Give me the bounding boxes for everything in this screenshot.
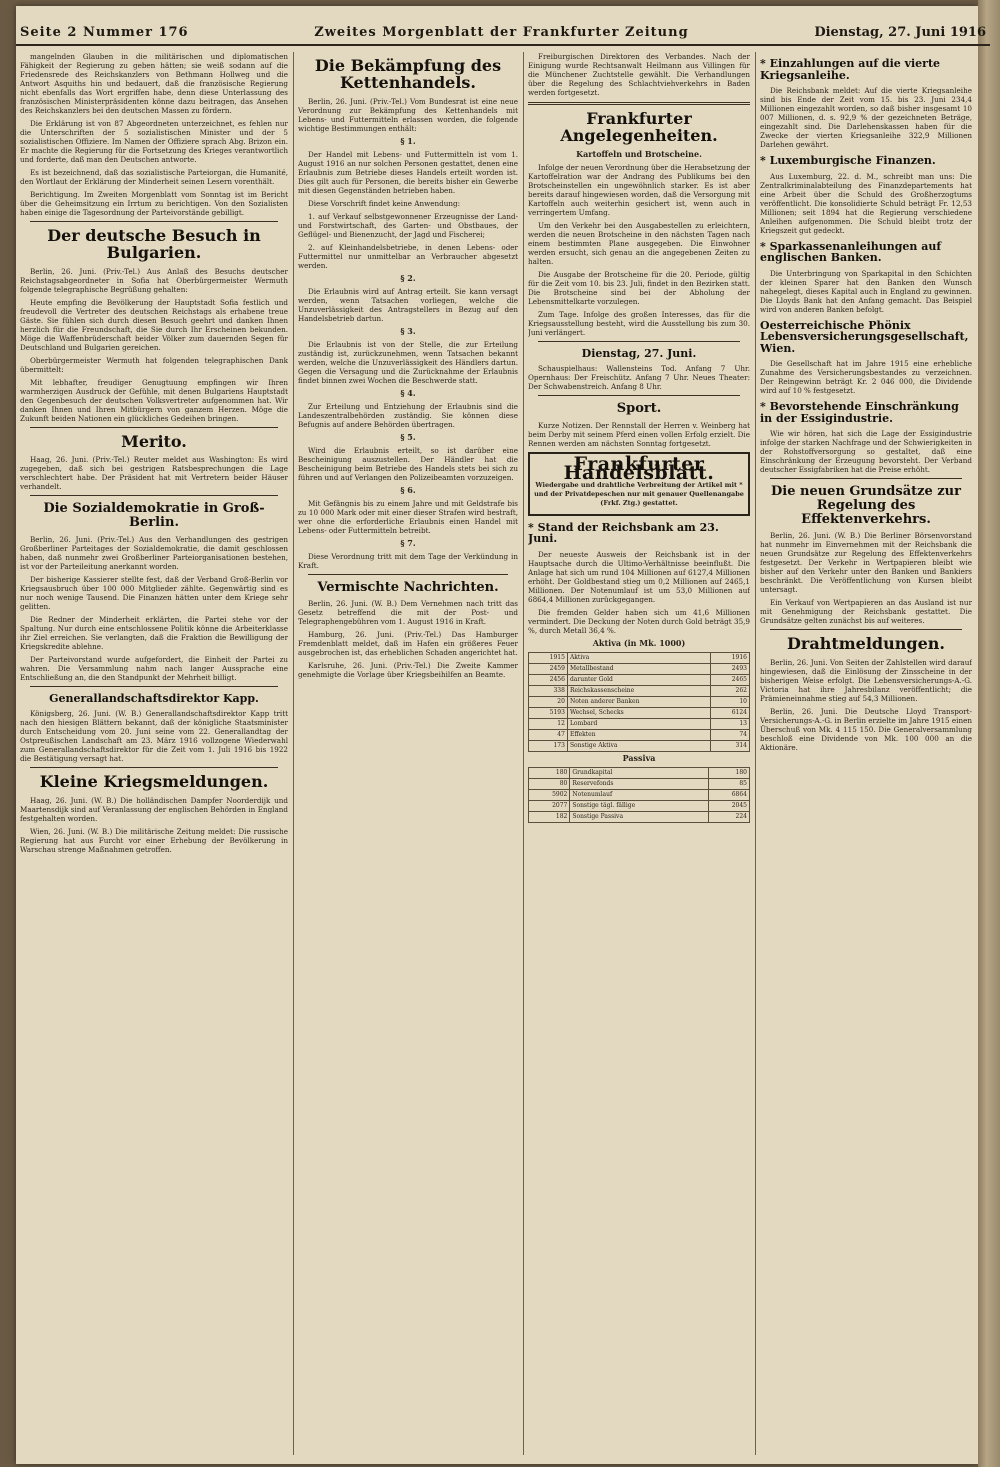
paragraph: Mit Gefängnis bis zu einem Jahre und mit Geldstrafe bis zu 10 000 Mark oder mit einer dieser Strafen wird bestraft, wer ohne die erforderliche Erlaubnis einen Handel mit Lebens- oder Futtermitteln betreibt.: [298, 498, 518, 535]
paragraph: Der Handel mit Lebens- und Futtermitteln ist vom 1. August 1916 an nur solchen Personen gestattet, denen eine Erlaubnis zum Betriebe dieses Handels erteilt worden ist. Dies gilt auch für Personen, die bereits bisher ein Gewerbe mit diesen Gegenständen betrieben haben.: [298, 149, 518, 195]
article-heading: Sport.: [616, 401, 662, 417]
paragraph: Die Reichsbank meldet: Auf die vierte Kriegsanleihe sind bis Ende der Zeit vom 15. bis 23. Juni 234,4 Millionen eingezahlt worden, so daß bisher insgesamt 10 007 Millionen, d. s. 92,9 % der gezeichneten Beträge, eingezahlt sind. Die Darlehenskassen haben für die Zwecke der vierten Kriegsanleihe 322,9 Millionen Darlehen gewährt.: [760, 86, 972, 150]
paragraph: Der neueste Ausweis der Reichsbank ist in der Hauptsache durch die Ultimo-Verhältnisse beeinflußt. Die Anlage hat sich um rund 104 Millionen auf 6127,4 Millionen erhöht. Der Goldbestand stieg um 0,2 Millionen auf 2465,1 Millionen. Der Notenumlauf ist um 53,0 Millionen auf 6864,4 Millionen zurückgegangen.: [528, 549, 750, 604]
paragraph: Wie wir hören, hat sich die Lage der Essigindustrie infolge der starken Nachfrage und der Schwierigkeiten in der Rohstoffversorgung so gestaltet, daß eine Einschränkung der Erzeugung bevorsteht. Der Verband deutscher Essigfabriken hat die Preise erhöht.: [760, 429, 972, 475]
divider: [770, 478, 962, 479]
divider: [30, 767, 278, 768]
table-cell: Lombard: [567, 718, 710, 729]
paragraph: Die Gesellschaft hat im Jahre 1915 eine erhebliche Zunahme des Versicherungsbestandes zu verzeichnen. Der Reingewinn beträgt Kr. 2 046 000, die Dividende wird auf 10 % festgesetzt.: [760, 359, 972, 396]
paragraph: Ein Verkauf von Wertpapieren an das Ausland ist nur mit Genehmigung der Reichsbank gestattet. Die Grundsätze gelten zunächst bis auf weiteres.: [760, 598, 972, 626]
paragraph: Schauspielhaus: Wallensteins Tod. Anfang 7 Uhr. Opernhaus: Der Freischütz. Anfang 7 Uhr. Neues Theater: Der Schwabenstreich. Anfang 8 Uhr.: [528, 364, 750, 392]
section-number: § 1.: [400, 135, 416, 146]
table-cell: Reichskassenscheine: [567, 685, 710, 696]
table-cell: Reservefonds: [570, 778, 708, 789]
section-number: § 5.: [400, 431, 416, 442]
table-cell: 74: [711, 729, 750, 740]
divider: [30, 427, 278, 428]
paragraph: Der Parteivorstand wurde aufgefordert, die Einheit der Partei zu wahren. Die Versammlung nahm nach langer Aussprache eine Entschließung an, die den Standpunkt der Mehrheit billigt.: [20, 654, 288, 682]
table-cell: 20: [529, 696, 568, 707]
table-cell: Effekten: [567, 729, 710, 740]
paragraph: Berlin, 26. Juni. (W. B.) Die Berliner Börsenvorstand hat nunmehr im Einvernehmen mit der Reichsbank die neuen Grundsätze zur Regelung des Effektenverkehrs festgesetzt. Der Verkehr in Wertpapieren bleibt wie bisher auf den Verkehr unter den Banken und Bankiers beschränkt. Die Veröffentlichung von Kursen bleibt untersagt.: [760, 531, 972, 595]
paragraph: Haag, 26. Juni. (Priv.-Tel.) Reuter meldet aus Washington: Es wird zugegeben, daß sich bei gestrigen Ratsbesprechungen die Lage verschlechtert habe. Der Präsident hat mit Vertretern beider Häuser verhandelt.: [20, 455, 288, 492]
table-cell: 85: [708, 778, 749, 789]
column-rule: [523, 52, 524, 1455]
table-row: [529, 789, 750, 800]
paragraph: Aus Luxemburg, 22. d. M., schreibt man uns: Die Zentralkriminalabteilung des Finanzdepartements hat eine Arbeit über die Schuld des Großherzogtums veröffentlicht. Die konsolidierte Schuld beträgt Fr. 12,53 Millionen; seit 1894 hat die Regierung verschiedene Anleihen aufgenommen. Die Schuld bleibt trotz der Kriegszeit gut gedeckt.: [760, 171, 972, 235]
paragraph: 1. auf Verkauf selbstgewonnener Erzeugnisse der Land- und Forstwirtschaft, des Garten- und Obstbaues, der Geflügel- und Bienenzucht, der Jagd und Fischerei;: [298, 211, 518, 239]
column-4: [760, 52, 972, 1455]
table-cell: 1915: [529, 652, 568, 663]
table-cell: Sonstige Aktiva: [567, 740, 710, 751]
table-cell: Aktiva: [567, 652, 710, 663]
article-subheading: Kartoffeln und Brotscheine.: [576, 148, 702, 159]
paragraph: Die Redner der Minderheit erklärten, die Partei stehe vor der Spaltung. Nur durch eine entschlossene Politik könne die Arbeiterklasse ihr Ziel erreichen. Sie verlangten, daß die Fraktion die Bewilligung der Kriegskredite ablehne.: [20, 614, 288, 651]
paragraph: Infolge der neuen Verordnung über die Herabsetzung der Kartoffelration war der Andrang des Publikums bei den Brotscheinstellen ein ungewöhnlich starker. Es ist aber bereits darauf hingewiesen worden, daß die Versorgung mit Kartoffeln auch weiterhin gesichert ist, wenn auch in verringertem Umfang.: [528, 162, 750, 217]
page-number: Seite 2 Nummer 176: [20, 25, 189, 40]
divider: [308, 574, 508, 575]
column-rule: [293, 52, 294, 1455]
table-cell: 2077: [529, 800, 570, 811]
section-number: § 3.: [400, 325, 416, 336]
paragraph: Karlsruhe, 26. Juni. (Priv.-Tel.) Die Zweite Kammer genehmigte die Vorlage über Kriegsbeihilfen an Beamte.: [298, 661, 518, 680]
paragraph: Es ist bezeichnend, daß das sozialistische Parteiorgan, die Humanité, den Wortlaut der Erklärung der Minderheit seinen Lesern vorenthält.: [20, 168, 288, 186]
paragraph: Wird die Erlaubnis erteilt, so ist darüber eine Bescheinigung auszustellen. Der Händler hat die Bescheinigung beim Betriebe des Handels stets bei sich zu führen und auf Verlangen den Polizeibeamten vorzuzeigen.: [298, 445, 518, 482]
paragraph: Zur Erteilung und Entziehung der Erlaubnis sind die Landeszentralbehörden zuständig. Sie können diese Befugnis auf andere Behörden übertragen.: [298, 401, 518, 429]
paragraph: Um den Verkehr bei den Ausgabestellen zu erleichtern, werden die neuen Brotscheine in den nächsten Tagen nach einem bestimmten Plane ausgegeben. Die Einwohner werden ersucht, sich genau an die angegebenen Zeiten zu halten.: [528, 220, 750, 266]
table-cell: 10: [711, 696, 750, 707]
section-number: § 7.: [400, 537, 416, 548]
article-heading: * Sparkassenanleihungen auf englischen Banken.: [760, 239, 942, 265]
table-cell: 80: [529, 778, 570, 789]
table-cell: Noten anderer Banken: [567, 696, 710, 707]
paragraph: Die fremden Gelder haben sich um 41,6 Millionen vermindert. Die Deckung der Noten durch Gold beträgt 35,9 %, durch Metall 36,4 %.: [528, 607, 750, 635]
article-heading: Dienstag, 27. Juni.: [581, 346, 697, 360]
paragraph: Kurze Notizen. Der Rennstall der Herren v. Weinberg hat beim Derby mit seinem Pferd einen vollen Erfolg erzielt. Die Rennen werden am nächsten Sonntag fortgesetzt.: [528, 420, 750, 448]
section-number: § 2.: [400, 272, 416, 283]
paragraph: Hamburg, 26. Juni. (Priv.-Tel.) Das Hamburger Fremdenblatt meldet, daß im Hafen ein größeres Feuer ausgebrochen ist, das erheblichen Schaden angerichtet hat.: [298, 630, 518, 658]
table-cell: 182: [529, 811, 570, 822]
table-row: [529, 811, 750, 822]
table-cell: 2045: [708, 800, 749, 811]
section-title: Frankfurter Handelsblatt.: [563, 452, 715, 484]
paragraph: Die Erklärung ist von 87 Abgeordneten unterzeichnet, es fehlen nur die Unterschriften der 5 sozialistischen Minister und der 5 sozialistischen Offiziere. Im Namen der Offiziere sprach Abg. Brizon ein. Er machte die Regierung für die Fortsetzung des Krieges verantwortlich und forderte, daß man den Deutschen antworte.: [20, 119, 288, 164]
table-row: [529, 778, 750, 789]
article-heading: * Stand der Reichsbank am 23. Juni.: [528, 520, 719, 546]
table-cell: 262: [711, 685, 750, 696]
divider: [538, 395, 740, 396]
table-row: [529, 800, 750, 811]
article-heading: Drahtmeldungen.: [787, 634, 945, 654]
paragraph: Haag, 26. Juni. (W. B.) Die holländischen Dampfer Noorderdijk und Maartensdijk sind auf Veranlassung der englischen Behörden in England festgehalten worden.: [20, 796, 288, 824]
paragraph: Die Erlaubnis ist von der Stelle, die zur Erteilung zuständig ist, zurückzunehmen, wenn Tatsachen bekannt werden, welche die Unzuverlässigkeit des Händlers dartun. Gegen die Versagung und die Zurücknahme der Erlaubnis findet binnen zwei Wochen die Beschwerde statt.: [298, 339, 518, 385]
table-cell: Sonstige tägl. fällige: [570, 800, 708, 811]
article-heading: Merito.: [121, 431, 187, 451]
table-caption: Aktiva (in Mk. 1000): [592, 637, 686, 648]
table-cell: 338: [529, 685, 568, 696]
table-row: [529, 663, 750, 674]
paragraph: Die Unterbringung von Sparkapital in den Schichten der kleinen Sparer hat den Banken den Wunsch nahegelegt, dieses Kapital auch in England zu gewinnen. Die Lloyds Bank hat den Anfang gemacht. Das Beispiel wird von anderen Banken befolgt.: [760, 268, 972, 314]
divider: [30, 495, 278, 496]
table-cell: 2459: [529, 663, 568, 674]
column-2: [298, 52, 518, 1455]
paragraph: Wien, 26. Juni. (W. B.) Die militärische Zeitung meldet: Die russische Regierung hat aus Furcht vor einer Erhebung der Bevölkerung in Warschau strenge Maßnahmen getroffen.: [20, 827, 288, 855]
table-cell: 2456: [529, 674, 568, 685]
paragraph: Diese Vorschrift findet keine Anwendung:: [308, 198, 461, 208]
paragraph: Berlin, 26. Juni. (Priv.-Tel.) Vom Bundesrat ist eine neue Verordnung zur Bekämpfung des Kettenhandels mit Lebens- und Futtermitteln erlassen worden, die folgende wichtige Bestimmungen enthält:: [298, 96, 518, 133]
table-row: [529, 767, 750, 778]
paragraph: Mit lebhafter, freudiger Genugtuung empfingen wir Ihren warmherzigen Ausdruck der Gefühle, mit denen Bulgariens Hauptstadt den Gegenbesuch der deutschen Volksvertreter aufgenommen hat. Wir danken Ihnen und Ihren Mitbürgern von ganzem Herzen. Möge die Zukunft beiden Nationen ein glückliches Gedeihen bringen.: [20, 377, 288, 423]
table-row: [529, 729, 750, 740]
column-rule: [755, 52, 756, 1455]
paragraph: Berlin, 26. Juni. Die Deutsche Lloyd Transport-Versicherungs-A.-G. in Berlin erzielte im Jahre 1915 einen Überschuß von Mk. 4 115 150. Die Generalversammlung beschloß eine Dividende von Mk. 100 000 an die Aktionäre.: [760, 707, 972, 753]
article-heading: Vermischte Nachrichten.: [317, 579, 499, 595]
divider: [538, 341, 740, 342]
paragraph: Berlin, 26. Juni. Von Seiten der Zahlstellen wird darauf hingewiesen, daß die Einlösung der Zinsscheine in der bisherigen Weise erfolgt. Die Lebensversicherungs-A.-G. Victoria hat ihre Jahresbilanz veröffentlicht; die Prämieneinnahme stieg auf 54,3 Millionen.: [760, 658, 972, 704]
table-row: [529, 696, 750, 707]
section-number: § 6.: [400, 484, 416, 495]
article-heading: * Einzahlungen auf die vierte Kriegsanleihe.: [760, 57, 941, 82]
table-cell: 2493: [711, 663, 750, 674]
paragraph: Die Ausgabe der Brotscheine für die 20. Periode, gültig für die Zeit vom 10. bis 23. Juli, findet in den Bezirken statt. Die Brotscheine sind bei der Abholung der Lebensmittelkarte vorzulegen.: [528, 269, 750, 306]
table-row: [529, 685, 750, 696]
paragraph: Berlin, 26. Juni. (W. B.) Dem Vernehmen nach tritt das Gesetz betreffend die mit der Post- und Telegraphengebühren vom 1. August 1916 in Kraft.: [298, 599, 518, 627]
paragraph: Freiburgischen Direktoren des Verbandes. Nach der Einigung wurde Rechtsanwalt Heilmann aus Villingen für die Münchener Zuchtstelle gewählt. Die Verhandlungen über die Regelung des Schlachtviehverkehrs in Baden werden fortgesetzt.: [528, 52, 750, 97]
paragraph: Berlin, 26. Juni. (Priv.-Tel.) Aus den Verhandlungen des gestrigen Großberliner Parteitages der Sozialdemokratie, die damit geschlossen haben, daß nunmehr zwei Großberliner Parteiorganisationen bestehen, ist vor der Parteileitung anerkannt worden.: [20, 534, 288, 571]
paragraph: Königsberg, 26. Juni. (W. B.) Generallandschaftsdirektor Kapp tritt nach den hiesigen Blättern bekannt, daß der königliche Staatsminister durch Entscheidung vom 20. Juni seine vom 22. Generallandtag der Ostpreußischen Landschaft am 23. März 1916 vollzogene Wiederwahl zum Generallandschaftsdirektor für die Zeit vom 1. Juli 1916 bis 1922 die Bestätigung versagt hat.: [20, 709, 288, 764]
table-cell: 180: [529, 767, 570, 778]
table-cell: 47: [529, 729, 568, 740]
table-cell: darunter Gold: [567, 674, 710, 685]
table-cell: 5193: [529, 707, 568, 718]
page-edge: [978, 0, 1000, 1467]
divider: [30, 686, 278, 687]
article-heading: Die Sozialdemokratie in Groß-Berlin.: [43, 501, 265, 531]
article-heading: Oesterreichische Phönix Lebensversicherungsgesellschaft, Wien.: [760, 318, 969, 355]
paragraph: mangelnden Glauben in die militärischen und diplomatischen Fähigkeit der Regierung zu geben hätten; sie weiß sodann auf die Friedensrede des Reichskanzlers von Bethmann Hollweg und die Antwort Asquiths hin und bedauert, daß die französische Regierung nicht ebenfalls das Wort ergriffen habe, denn diese Unterlassung des französischen Ministerpräsidenten könne dazu beitragen, das Ansehen des Reichskanzlers bei den deutschen Massen zu fördern.: [20, 52, 288, 115]
article-heading: Kleine Kriegsmeldungen.: [39, 772, 269, 792]
table-row: [529, 707, 750, 718]
paragraph: Die Erlaubnis wird auf Antrag erteilt. Sie kann versagt werden, wenn Tatsachen vorliegen, welche die Unzuverlässigkeit des Antragstellers in Bezug auf den Handelsbetrieb dartun.: [298, 286, 518, 323]
paragraph: Berichtigung. Im Zweiten Morgenblatt vom Sonntag ist im Bericht über die Geheimsitzung ein Irrtum zu berichtigen. Von den Sozialisten haben einige die Tagesordnung der Parteivorstände gebilligt.: [20, 190, 288, 217]
table-row: [529, 652, 750, 663]
bank-statement-table: [528, 652, 750, 752]
table-row: [529, 718, 750, 729]
article-heading: * Bevorstehende Einschränkung in der Essigindustrie.: [760, 400, 959, 425]
edition-title: Zweites Morgenblatt der Frankfurter Zeitung: [314, 25, 689, 40]
article-heading: Die neuen Grundsätze zur Regelung des Effektenverkehrs.: [771, 484, 961, 527]
article-heading: Der deutsche Besuch in Bulgarien.: [47, 226, 261, 262]
table-cell: Wechsel, Schecks: [567, 707, 710, 718]
article-heading: Die Bekämpfung des Kettenhandels.: [314, 56, 502, 92]
paragraph: Heute empfing die Bevölkerung der Hauptstadt Sofia festlich und freudevoll die Vertreter des deutschen Reichstags als erhabene treue Gäste. Sie fühlen sich durch diesen Besuch geehrt und danken Ihnen herzlich für die Freundschaft, die Sie durch Ihr Erscheinen bekunden. Möge die Waffenbrüderschaft beider Völker zum dauernden Segen für Deutschland und Bulgarien gereichen.: [20, 297, 288, 352]
column-3: [528, 52, 750, 1455]
table-cell: Notenumlauf: [570, 789, 708, 800]
paragraph: Zum Tage. Infolge des großen Interesses, das für die Kriegsausstellung besteht, wird die Ausstellung bis zum 30. Juni verlängert.: [528, 309, 750, 337]
paragraph: Oberbürgermeister Wermuth hat folgenden telegraphischen Dank übermittelt:: [20, 355, 288, 374]
paragraph: Berlin, 26. Juni. (Priv.-Tel.) Aus Anlaß des Besuchs deutscher Reichstagsabgeordneter in Sofia hat Oberbürgermeister Wermuth folgende telegraphische Begrüßung gehalten:: [20, 266, 288, 294]
table-cell: 314: [711, 740, 750, 751]
paragraph: 2. auf Kleinhandelsbetriebe, in denen Lebens- oder Futtermittel nur unmittelbar an Verbraucher abgesetzt werden.: [298, 242, 518, 270]
table-row: [529, 674, 750, 685]
table-cell: Grundkapital: [570, 767, 708, 778]
section-note: Wiedergabe und drahtliche Verbreitung der Artikel mit * und der Privatdepeschen nur mit genauer Quellenangabe (Frkf. Ztg.) gestattet.: [534, 480, 744, 507]
bank-statement-table: [528, 767, 750, 823]
section-banner: [528, 452, 750, 516]
table-caption: Passiva: [622, 752, 656, 763]
table-cell: 224: [708, 811, 749, 822]
table-cell: 2465: [711, 674, 750, 685]
table-cell: 5902: [529, 789, 570, 800]
table-cell: 13: [711, 718, 750, 729]
table-row: [529, 740, 750, 751]
divider: [30, 221, 278, 222]
table-cell: 6864: [708, 789, 749, 800]
section-number: § 4.: [400, 387, 416, 398]
divider: [770, 629, 962, 630]
table-cell: 180: [708, 767, 749, 778]
table-cell: Sonstige Passiva: [570, 811, 708, 822]
table-cell: 1916: [711, 652, 750, 663]
table-cell: 173: [529, 740, 568, 751]
issue-date: Dienstag, 27. Juni 1916: [814, 25, 986, 40]
divider: [528, 102, 750, 105]
article-heading: Frankfurter Angelegenheiten.: [560, 109, 718, 145]
paragraph: Der bisherige Kassierer stellte fest, daß der Verband Groß-Berlin vor Kriegsausbruch über 100 000 Mitglieder zählte. Gegenwärtig sind es nur noch wenige Tausend. Die Finanzen hätten unter dem Kriege sehr gelitten.: [20, 574, 288, 611]
table-cell: Metallbestand: [567, 663, 710, 674]
table-cell: 12: [529, 718, 568, 729]
article-heading: * Luxemburgische Finanzen.: [760, 154, 936, 168]
column-1: [20, 52, 288, 1455]
table-cell: 6124: [711, 707, 750, 718]
masthead: [16, 6, 990, 46]
article-heading: Generallandschaftsdirektor Kapp.: [49, 691, 259, 705]
paragraph: Diese Verordnung tritt mit dem Tage der Verkündung in Kraft.: [298, 551, 518, 570]
